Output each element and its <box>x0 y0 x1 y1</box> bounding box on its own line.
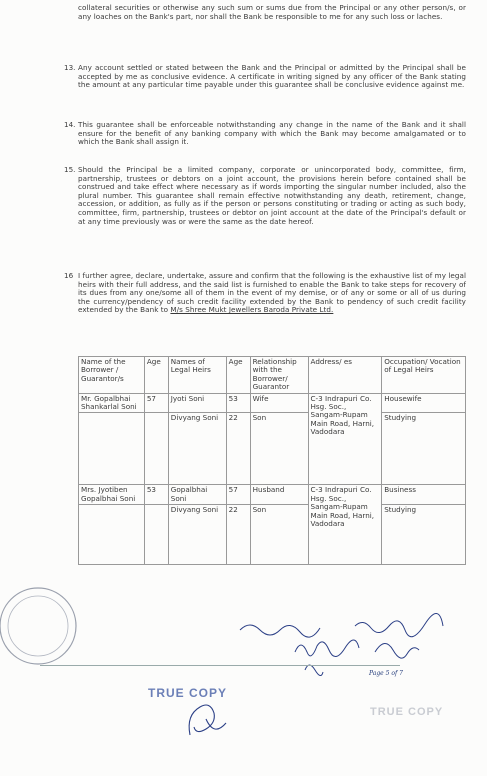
clause-16-text <box>78 272 466 315</box>
header-heir-age: Age <box>226 357 250 394</box>
initial-signature <box>180 695 230 745</box>
borrower-company-name: M/s Shree Mukt Jewellers Baroda Private Ltd. <box>170 305 334 315</box>
cell-borrower-name: Mr. Gopalbhai Shankarlal Soni <box>79 393 145 413</box>
clause-15-number: 15. <box>64 165 76 174</box>
cell-relationship: Husband <box>250 485 308 505</box>
table-row <box>79 413 466 485</box>
cell-relationship: Son <box>250 505 308 565</box>
header-address: Address/ es <box>308 357 382 394</box>
round-seal-stamp <box>0 584 90 674</box>
cell-borrower-age: 57 <box>144 393 168 413</box>
cell-heir-age: 53 <box>226 393 250 413</box>
clause-13-text: Any account settled or stated between the Bank and the Principal or admitted by the Principal shall be accepted by me as conclusive evidence. A certificate in writing signed by any officer of the Bank stating the amount at any particular time payable under this guarantee shall be conclusive evidence against me. <box>78 63 466 90</box>
cell-borrower-name <box>79 505 145 565</box>
true-copy-stamp-left: TRUE COPY <box>148 686 228 700</box>
cell-borrower-age: 53 <box>144 485 168 505</box>
header-occupation: Occupation/ Vocation of Legal Heirs <box>382 357 466 394</box>
cell-heir-name: Jyoti Soni <box>168 393 226 413</box>
cell-borrower-age <box>144 505 168 565</box>
clause-14-number: 14. <box>64 120 76 129</box>
cell-borrower-age <box>144 413 168 485</box>
header-borrower-name: Name of the Borrower / Guarantor/s <box>79 357 145 394</box>
true-copy-stamp-right: TRUE COPY <box>370 706 444 718</box>
cell-occupation: Studying <box>382 505 466 565</box>
cell-heir-name: Divyang Soni <box>168 413 226 485</box>
clause-14-text: This guarantee shall be enforceable notwithstanding any change in the name of the Bank and it shall ensure for the benefit of any banking company with which the Bank may become amalgamated or to which the Bank shall assign it. <box>78 120 466 147</box>
cell-occupation: Studying <box>382 413 466 485</box>
cell-heir-name: Gopalbhai Soni <box>168 485 226 505</box>
clause-13-number: 13. <box>64 63 76 72</box>
cell-occupation: Business <box>382 485 466 505</box>
table-row <box>79 485 466 505</box>
clause-16-number: 16 <box>64 271 74 280</box>
cell-relationship: Son <box>250 413 308 485</box>
cell-address: C-3 Indrapuri Co. Hsg. Soc., Sangam-Rupam Main Road, Harni, Vadodara <box>308 485 382 565</box>
cell-heir-age: 22 <box>226 413 250 485</box>
cell-borrower-name: Mrs. Jyotiben Gopalbhai Soni <box>79 485 145 505</box>
table-row <box>79 505 466 565</box>
cell-heir-name: Divyang Soni <box>168 505 226 565</box>
cell-heir-age: 57 <box>226 485 250 505</box>
cell-relationship: Wife <box>250 393 308 413</box>
page-number-label: Page 5 of 7 <box>369 670 403 677</box>
legal-heirs-table <box>78 356 466 565</box>
signatures <box>235 612 465 692</box>
cell-borrower-name <box>79 413 145 485</box>
signature-line <box>40 665 400 666</box>
header-borrower-age: Age <box>144 357 168 394</box>
cell-occupation: Housewife <box>382 393 466 413</box>
table-row <box>79 393 466 413</box>
header-relationship: Relationship with the Borrower/ Guarantor <box>250 357 308 394</box>
cell-heir-age: 22 <box>226 505 250 565</box>
header-heir-name: Names of Legal Heirs <box>168 357 226 394</box>
table-header-row <box>79 357 466 394</box>
top-paragraph: collateral securities or otherwise any such sum or sums due from the Principal or any other person/s, or any loaches on the Bank's part, nor shall the Bank be responsible to me for any such loss or laches. <box>78 3 466 21</box>
cell-address: C-3 Indrapuri Co. Hsg. Soc., Sangam-Rupam Main Road, Harni, Vadodara <box>308 393 382 485</box>
clause-15-text: Should the Principal be a limited company, corporate or unincorporated body, committee, firm, partnership, trustees or debtors on a joint account, the provisions herein before contained shall be construed and take effect where necessary as if words importing the singular number included, also the plural number. This guarantee shall remain effective notwithstanding any death, retirement, change, accession, or addition, as fully as if the person or persons constituting or trading or acting as such body, committee, firm, partnership, trustees or debtor on joint account at the date of the Principal's default or at any time previously was or were the same as the date hereof. <box>78 165 466 226</box>
clause-16-body: I further agree, declare, undertake, assure and confirm that the following is the exhaustive list of my legal heirs with their full address, and the said list is furnished to enable the Bank to take steps for recovery of its dues from any one/some all of them in the event of my demise, or of any or some or all of us during the currency/pendency of such credit facility extended by the Bank to pendency of such credit facility extended by the Bank to <box>78 271 466 315</box>
